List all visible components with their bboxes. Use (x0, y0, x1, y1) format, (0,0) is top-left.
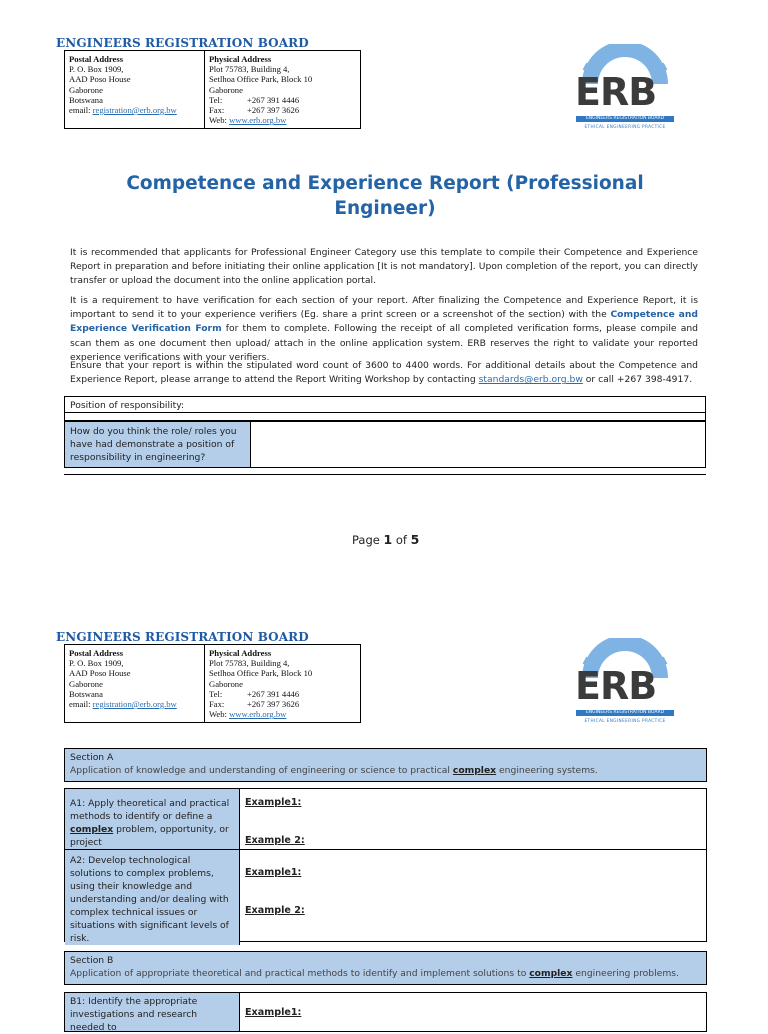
example-1-label: Example1: (245, 797, 302, 808)
page-sep: of (392, 533, 411, 547)
position-label: Position of responsibility: (70, 400, 185, 411)
section-a-table (64, 788, 707, 942)
section-a-header (64, 748, 707, 782)
example-1-label: Example1: (245, 1007, 302, 1018)
web-link[interactable]: www.erb.org.bw (229, 709, 287, 720)
position-question: How do you think the role/ roles you have had demonstrate a position of responsibility in engineering? (65, 422, 251, 467)
answer-cell-b1[interactable] (240, 993, 706, 1031)
postal-line: AAD Poso House (69, 74, 131, 85)
physical-address (204, 51, 360, 128)
example-1-label: Example1: (245, 867, 302, 878)
example-2-label: Example 2: (245, 905, 305, 916)
tel-value: +267 391 4446 (247, 688, 300, 699)
position-label-row (64, 396, 706, 413)
physical-line: Plot 75783, Building 4, (209, 658, 290, 669)
criterion-text: problem, opportunity, or project (70, 824, 229, 848)
paragraph-text: Ensure that your report is within the stipulated word count of 3600 to 4400 words. For additional details about the Competence and Experience Report, please arrange to attend the Report Writing Workshop by contacting (70, 360, 698, 386)
desc-text: Application of knowledge and understanding of engineering or science to practical (70, 764, 453, 776)
logo-text: ERB (575, 664, 657, 708)
paragraph-text: for them to complete. Following the receipt of all completed verification forms, please compile and scan them as one document then upload/ attach in the online application system. ERB reserves the right to validate your reported experience verifications with your verifiers. (70, 323, 698, 363)
section-b-title: Section B (70, 955, 114, 966)
divider (64, 474, 706, 475)
postal-heading: Postal Address (69, 54, 124, 64)
verification-paragraph (70, 294, 698, 365)
physical-line: Setlhoa Office Park, Block 10 (209, 668, 313, 679)
postal-address (65, 51, 204, 128)
physical-heading: Physical Address (209, 54, 272, 64)
org-title: ENGINEERS REGISTRATION BOARD (56, 630, 309, 644)
postal-line: Gaborone (69, 678, 103, 689)
postal-line: Gaborone (69, 84, 103, 95)
section-b-table (64, 992, 707, 1032)
paragraph-text: It is a requirement to have verification for each section of your report. After finalizing the Competence and Experience Report, it is important to send it to your experience verifiers (Eg. share a print screen or a screenshot of the section) with the (70, 295, 698, 321)
tel-label: Tel: (209, 688, 223, 699)
postal-address (65, 645, 204, 722)
tel-label: Tel: (209, 94, 223, 105)
fax-value: +267 397 3626 (247, 105, 300, 116)
email-link[interactable]: registration@erb.org.bw (92, 105, 177, 116)
email-label: email: (69, 105, 91, 116)
answer-cell-a1[interactable] (240, 789, 706, 849)
desc-emphasis: complex (529, 967, 573, 979)
desc-text: engineering systems. (496, 764, 598, 776)
physical-heading: Physical Address (209, 648, 272, 658)
physical-line: Gaborone (209, 84, 243, 95)
standards-email-link[interactable]: standards@erb.org.bw (478, 374, 583, 386)
section-a-description (70, 765, 701, 778)
answer-cell-a2[interactable] (240, 850, 706, 945)
logo-text: ERB (575, 70, 657, 114)
section-b-description (70, 968, 701, 981)
example-2-label: Example 2: (245, 835, 305, 846)
address-box (64, 644, 361, 723)
word-count-paragraph (70, 359, 698, 387)
physical-line: Plot 75783, Building 4, (209, 64, 290, 75)
table-row (65, 850, 706, 945)
web-label: Web: (209, 709, 227, 720)
physical-line: Gaborone (209, 678, 243, 689)
table-row (65, 789, 706, 850)
criterion-b1: B1: Identify the appropriate investigations and research needed to (65, 993, 240, 1031)
postal-line: AAD Poso House (69, 668, 131, 679)
web-label: Web: (209, 115, 227, 126)
postal-line: Botswana (69, 688, 103, 699)
email-label: email: (69, 699, 91, 710)
logo-bar: ENGINEERS REGISTRATION BOARD (576, 116, 674, 122)
postal-heading: Postal Address (69, 648, 124, 658)
desc-text: Application of appropriate theoretical and practical methods to identify and implement solutions to (70, 967, 530, 979)
postal-line: Botswana (69, 94, 103, 105)
criterion-a2: A2: Develop technological solutions to complex problems, using their knowledge and understanding and/or dealing with complex technical issues or situations with significant levels of risk. (65, 850, 240, 945)
title-line-2: Engineer) (334, 198, 436, 219)
page-prefix: Page (352, 533, 384, 547)
org-title: ENGINEERS REGISTRATION BOARD (56, 36, 309, 50)
fax-label: Fax: (209, 699, 225, 710)
erb-logo (572, 44, 678, 134)
page-total: 5 (410, 532, 420, 547)
tel-value: +267 391 4446 (247, 94, 300, 105)
paragraph-text: or call +267 398-4917. (582, 374, 693, 386)
section-a-title: Section A (70, 752, 114, 763)
page-current: 1 (383, 532, 393, 547)
section-b-header (64, 951, 707, 985)
position-question-row (64, 421, 706, 468)
desc-emphasis: complex (452, 764, 497, 776)
intro-paragraph: It is recommended that applicants for Professional Engineer Category use this template to compile their Competence and Experience Report in preparation and before initiating their online application [It is not mandatory]. Upon completion of the report, you can directly transfer or upload the document into the online application portal. (70, 247, 698, 287)
desc-text: engineering problems. (572, 967, 679, 979)
postal-line: P. O. Box 1909, (69, 64, 124, 75)
physical-address (204, 645, 360, 722)
criterion-text: A1: Apply theoretical and practical methods to identify or define a (70, 798, 230, 822)
position-input-row[interactable] (64, 412, 706, 421)
fax-value: +267 397 3626 (247, 699, 300, 710)
email-link[interactable]: registration@erb.org.bw (92, 699, 177, 710)
web-link[interactable]: www.erb.org.bw (229, 115, 287, 126)
verification-form-link[interactable]: Competence and Experience Verification Form (70, 309, 698, 335)
page-number (352, 532, 419, 547)
document-title (60, 171, 710, 221)
logo-bar: ENGINEERS REGISTRATION BOARD (576, 710, 674, 716)
logo-tagline: ETHICAL ENGINEERING PRACTICE (584, 124, 666, 129)
position-answer-cell[interactable] (251, 422, 705, 467)
physical-line: Setlhoa Office Park, Block 10 (209, 74, 313, 85)
erb-logo (572, 638, 678, 728)
postal-line: P. O. Box 1909, (69, 658, 124, 669)
criterion-a1 (65, 789, 240, 849)
logo-tagline: ETHICAL ENGINEERING PRACTICE (584, 718, 666, 723)
address-box (64, 50, 361, 129)
title-line-1: Competence and Experience Report (Professional (126, 173, 644, 194)
fax-label: Fax: (209, 105, 225, 116)
criterion-emphasis: complex (70, 824, 114, 835)
